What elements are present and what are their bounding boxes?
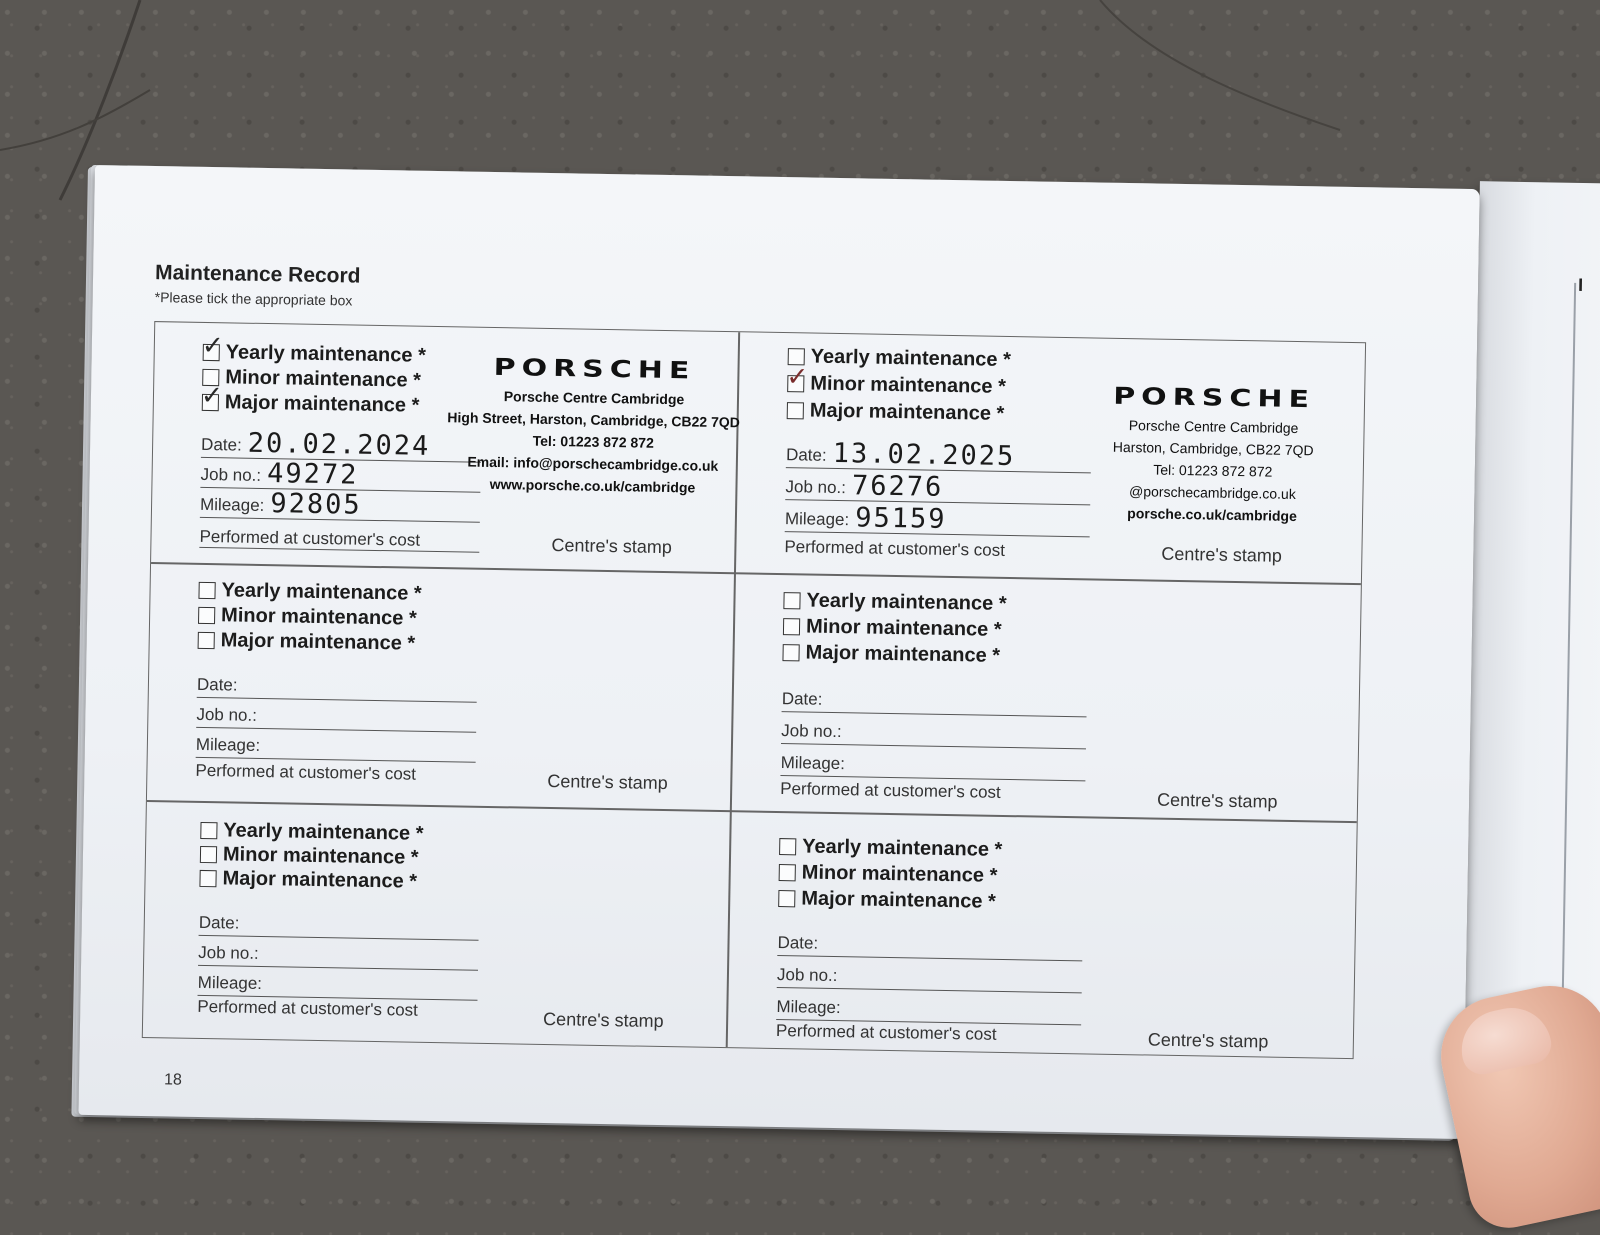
tick-mark: ✓: [201, 330, 224, 362]
checkbox[interactable]: [199, 870, 216, 887]
stamp-email: Email: info@porschecambridge.co.uk: [467, 453, 719, 474]
checkbox[interactable]: [200, 822, 217, 839]
field-label: Job no.:: [781, 721, 842, 742]
major-option[interactable]: [199, 867, 417, 894]
checkbox[interactable]: [200, 846, 217, 863]
dealer-stamp: [1082, 378, 1344, 528]
stamp-website: www.porsche.co.uk/cambridge: [489, 475, 696, 496]
stamp-website: porsche.co.uk/cambridge: [1127, 505, 1297, 525]
page-number: 18: [163, 1071, 182, 1089]
option-label: Major maintenance *: [805, 641, 1001, 667]
maintenance-entry-3: [147, 564, 734, 814]
maintenance-grid: [142, 321, 1366, 1059]
checkbox[interactable]: [783, 592, 800, 609]
stamp-telephone: Tel: 01223 872 872: [1153, 461, 1273, 480]
centre-stamp-label: Centre's stamp: [547, 770, 668, 794]
option-label: Major maintenance *: [801, 887, 996, 913]
maintenance-record-page: [78, 165, 1479, 1139]
field-label: Date:: [200, 434, 242, 455]
checkbox[interactable]: [200, 380, 224, 412]
field-label: Date:: [196, 674, 238, 695]
yearly-option[interactable]: [200, 819, 423, 846]
field-label: Mileage:: [199, 494, 265, 516]
minor-option[interactable]: [786, 362, 1007, 399]
checkbox[interactable]: [787, 402, 804, 419]
option-label: Major maintenance *: [224, 391, 420, 417]
centre-stamp-label: Centre's stamp: [1147, 1029, 1269, 1052]
mileage-field[interactable]: [200, 485, 481, 523]
porsche-logo-text: PORSCHE: [1112, 382, 1316, 414]
handwritten-date: 20.02.2024: [247, 427, 431, 462]
maintenance-entry-1: [151, 322, 738, 572]
checkbox[interactable]: [201, 330, 224, 362]
field-label: Job no.:: [198, 942, 259, 963]
checkbox[interactable]: [779, 864, 796, 881]
major-option[interactable]: [787, 399, 1005, 426]
field-label: Date:: [777, 933, 819, 953]
stamp-telephone: Tel: 01223 872 872: [532, 432, 654, 451]
minor-option[interactable]: [783, 615, 1002, 642]
yearly-option[interactable]: [201, 330, 427, 368]
facing-page-table-edge: [1561, 283, 1577, 1063]
maintenance-entry-4: [732, 574, 1361, 825]
handwritten-job-number: 76276: [851, 470, 944, 503]
mileage-field[interactable]: [785, 499, 1091, 537]
checkbox[interactable]: [198, 632, 215, 649]
checkbox[interactable]: [779, 838, 796, 855]
field-label: Date:: [198, 912, 240, 933]
yearly-option[interactable]: [788, 345, 1011, 372]
option-label: Yearly maintenance *: [221, 579, 422, 605]
major-option[interactable]: [200, 380, 420, 418]
yearly-option[interactable]: [198, 579, 421, 606]
handwritten-date: 13.02.2025: [832, 437, 1016, 473]
option-label: Yearly maintenance *: [225, 341, 427, 367]
performed-at-cost-label: Performed at customer's cost: [775, 1021, 997, 1044]
option-label: Minor maintenance *: [222, 843, 419, 869]
option-label: Minor maintenance *: [805, 615, 1002, 641]
option-label: Major maintenance *: [809, 399, 1005, 425]
checkbox[interactable]: [198, 607, 215, 624]
stamp-email: @porschecambridge.co.uk: [1128, 483, 1296, 503]
option-label: Minor maintenance *: [225, 366, 422, 392]
field-label: Job no.:: [785, 477, 847, 498]
performed-at-cost-label: Performed at customer's cost: [197, 996, 419, 1020]
thumbnail: [1454, 1001, 1555, 1078]
stamp-address: Harston, Cambridge, CB22 7QD: [1112, 438, 1314, 459]
option-label: Major maintenance *: [220, 629, 416, 655]
option-label: Minor maintenance *: [801, 861, 998, 887]
performed-at-cost-label: Performed at customer's cost: [780, 779, 1001, 802]
performed-at-cost-label: Performed at customer's cost: [784, 537, 1006, 560]
option-label: Yearly maintenance *: [223, 819, 424, 845]
option-label: Yearly maintenance *: [802, 835, 1003, 861]
checkbox[interactable]: [198, 582, 215, 599]
stamp-centre-name: Porsche Centre Cambridge: [503, 388, 685, 408]
stamp-address: High Street, Harston, Cambridge, CB22 7QD: [447, 409, 740, 431]
centre-stamp-label: Centre's stamp: [1161, 543, 1283, 566]
field-label: Mileage:: [784, 509, 850, 530]
mileage-field[interactable]: [776, 987, 1082, 1025]
dealer-stamp: [442, 349, 744, 499]
checkbox[interactable]: [778, 890, 795, 907]
option-label: Yearly maintenance *: [806, 589, 1007, 615]
page-instruction: *Please tick the appropriate box: [154, 289, 353, 309]
centre-stamp-label: Centre's stamp: [542, 1008, 664, 1032]
yearly-option[interactable]: [779, 835, 1002, 862]
major-option[interactable]: [778, 887, 996, 914]
tick-mark: ✓: [200, 380, 224, 412]
mileage-field[interactable]: [196, 725, 477, 763]
major-option[interactable]: [782, 641, 1000, 668]
handwritten-mileage: 95159: [854, 502, 947, 535]
porsche-logo-text: PORSCHE: [493, 353, 696, 385]
facing-page-heading-fragment: I: [1577, 274, 1584, 295]
field-label: Date:: [785, 445, 827, 465]
field-label: Mileage:: [197, 972, 263, 994]
option-label: Minor maintenance *: [810, 372, 1007, 398]
handwritten-mileage: 92805: [270, 488, 362, 521]
option-label: Minor maintenance *: [220, 604, 417, 630]
minor-option[interactable]: [198, 604, 417, 631]
field-label: Mileage:: [780, 753, 846, 774]
field-label: Date:: [781, 689, 823, 709]
maintenance-entry-2: [736, 332, 1365, 583]
field-label: Mileage:: [776, 997, 841, 1018]
centre-stamp-label: Centre's stamp: [551, 535, 673, 558]
minor-option[interactable]: [202, 366, 421, 393]
service-booklet: [77, 165, 1599, 1201]
maintenance-entry-6: [728, 812, 1357, 1058]
field-label: Job no.:: [200, 464, 262, 485]
handwritten-job-number: 49272: [266, 458, 359, 491]
field-label: Mileage:: [195, 734, 261, 755]
field-label: Job no.:: [776, 965, 838, 986]
centre-stamp-label: Centre's stamp: [1156, 789, 1278, 812]
yearly-option[interactable]: [783, 589, 1006, 616]
minor-option[interactable]: [200, 843, 419, 870]
performed-at-cost-label: Performed at customer's cost: [195, 760, 417, 784]
stamp-centre-name: Porsche Centre Cambridge: [1128, 417, 1299, 437]
checkbox[interactable]: [782, 644, 799, 661]
checkbox[interactable]: [786, 362, 809, 393]
performed-at-cost-label: Performed at customer's cost: [199, 527, 479, 553]
major-option[interactable]: [198, 629, 416, 656]
field-label: Job no.:: [196, 704, 258, 725]
option-label: Yearly maintenance *: [810, 345, 1012, 372]
option-label: Major maintenance *: [222, 867, 418, 893]
tick-mark: ✓: [786, 362, 809, 393]
page-title: Maintenance Record: [154, 261, 361, 288]
maintenance-entry-5: [143, 802, 730, 1047]
mileage-field[interactable]: [198, 963, 479, 1001]
mileage-field[interactable]: [780, 743, 1086, 781]
checkbox[interactable]: [783, 618, 800, 635]
minor-option[interactable]: [779, 861, 998, 888]
